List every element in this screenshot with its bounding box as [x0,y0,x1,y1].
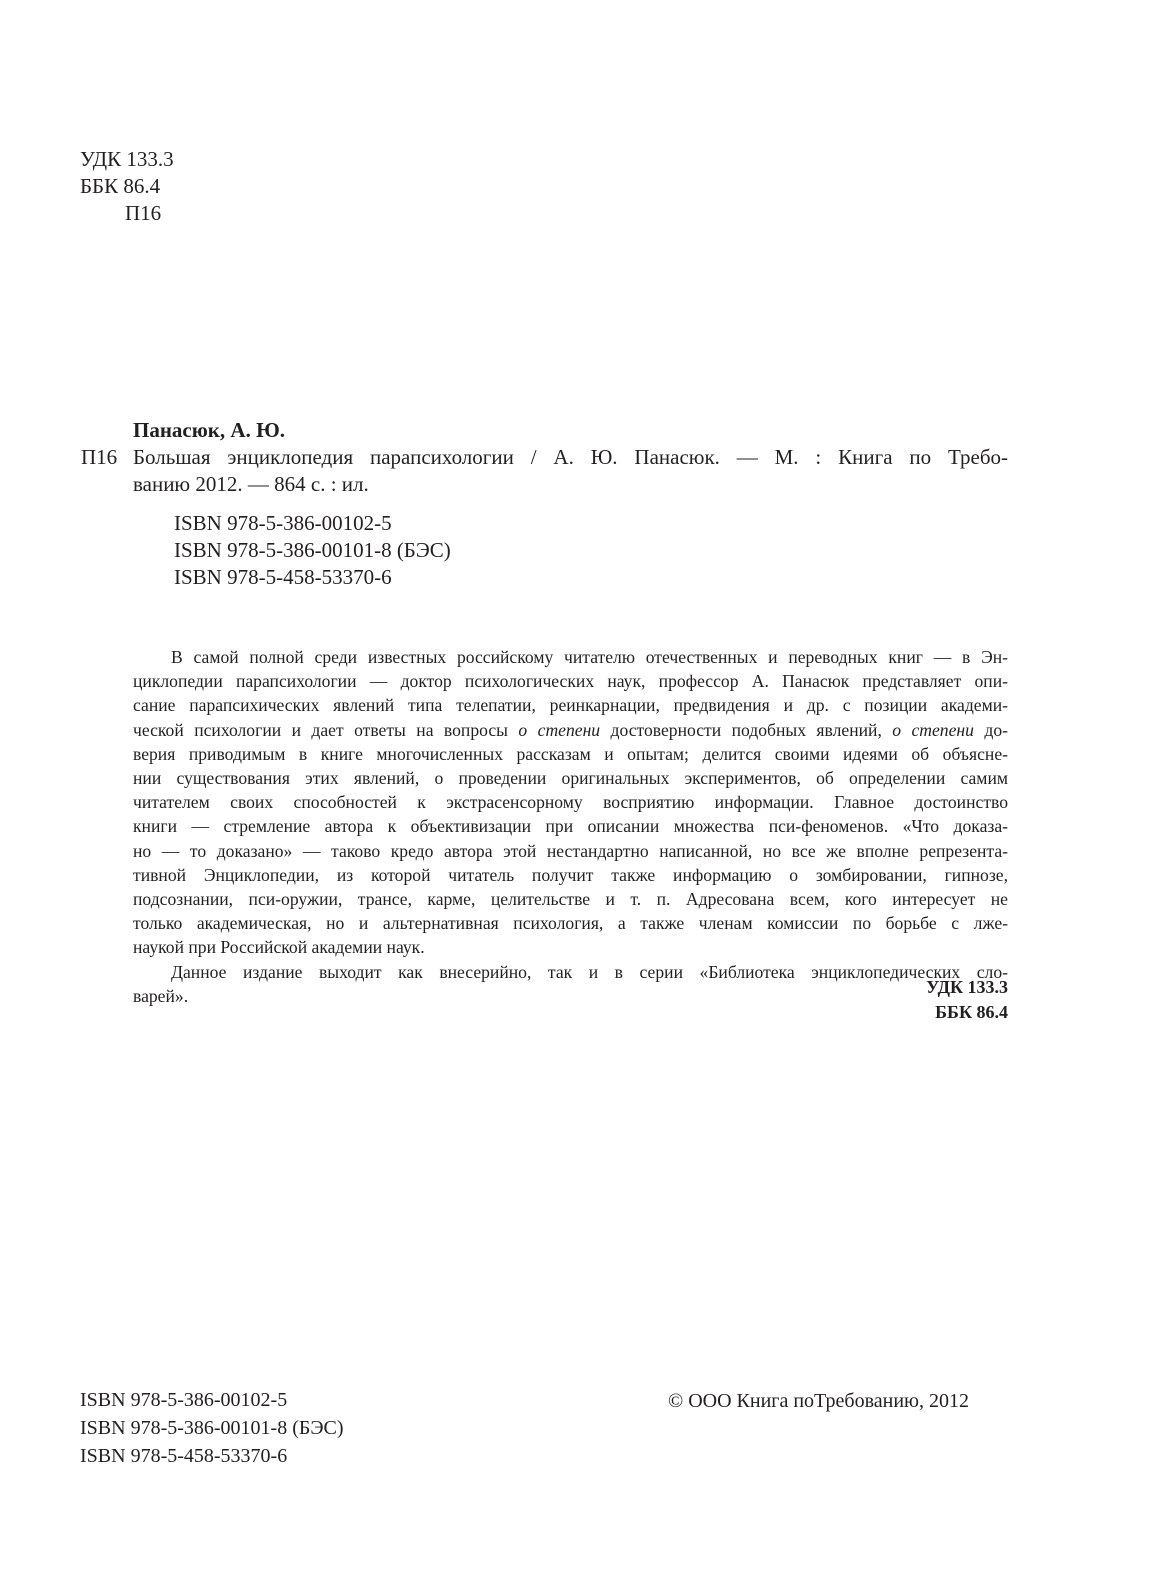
copyright-notice: © ООО Книга поТребованию, 2012 [668,1390,969,1412]
annotation-line: В самой полной среди известных российскому читателю отечественных и переводных книг — в Эн- [171,647,1008,667]
isbn-item: ISBN 978-5-386-00102-5 [174,511,392,535]
annotation-segment: до- [984,719,1008,740]
annotation-line: книги — стремление автора к объективизации при описании множества пси-феноменов. «Что доказа- [133,816,1008,837]
bbk-code-bold: ББК 86.4 [935,1002,1008,1022]
bibliographic-description [133,444,1008,498]
annotation-line: сание парапсихических явлений типа телепатии, реинкарнации, предвидения и др. с позиции академи- [133,695,1008,716]
bbk-code: ББК 86.4 [80,174,161,198]
annotation-line: верия приводимым в книге многочисленных рассказам и опытам; делится своими идеями об объясне- [133,743,1008,764]
biblio-line-1: Большая энциклопедия парапсихологии / А. Ю. Панасюк. — М. : Книга по Требо- [133,445,1008,469]
annotation [133,645,1008,1008]
annotation-segment: ческой психологии и дает ответы на вопросы [133,719,508,740]
isbn-item: ISBN 978-5-458-53370-6 [174,565,392,589]
isbn-item: ISBN 978-5-386-00102-5 [80,1389,288,1411]
classification-codes-bold [926,975,1008,1025]
isbn-list-bottom [80,1387,344,1471]
author-mark: П16 [125,201,162,225]
isbn-item: ISBN 978-5-386-00101-8 (БЭС) [174,538,451,562]
annotation-line: тивной Энциклопедии, из которой читатель получит также информацию о зомбировании, гипнозе, [133,864,1008,885]
biblio-line-2: ванию 2012. — 864 с. : ил. [133,472,369,496]
annotation-paragraph2-line: варей». [133,985,189,1006]
annotation-line: циклопедии парапсихологии — доктор психологических наук, профессор А. Панасюк представляет опи- [133,671,1008,692]
annotation-segment: достоверности подобных явлений, [610,719,882,740]
annotation-line: но — то доказано» — таково кредо автора этой нестандартно написанной, но все же вполне репрезента- [133,840,1008,861]
isbn-list [174,510,451,591]
annotation-line: наукой при Российской академии наук. [133,937,425,958]
catalog-author-mark: П16 [81,445,118,469]
annotation-paragraph2-line: Данное издание выходит как внесерийно, так и в серии «Библиотека энциклопедических сло- [171,961,1008,982]
annotation-italic: о степени [518,719,601,740]
author-name: Панасюк, А. Ю. [133,418,285,442]
isbn-item: ISBN 978-5-458-53370-6 [80,1445,288,1467]
annotation-line: нии существования этих явлений, о проведении оригинальных экспериментов, об определении самим [133,768,1008,789]
annotation-line: читателем своих способностей к экстрасенсорному восприятию информации. Главное достоинство [133,792,1008,813]
udk-code: УДК 133.3 [80,147,174,171]
library-codes [80,146,174,227]
annotation-line-mixed [133,718,1008,742]
isbn-item: ISBN 978-5-386-00101-8 (БЭС) [80,1417,344,1439]
annotation-italic: о степени [892,719,974,740]
annotation-line: только академическая, но и альтернативная психология, а также членам комиссии по борьбе с лже- [133,913,1008,934]
udk-code-bold: УДК 133.3 [926,977,1008,997]
annotation-line: подсознании, пси-оружии, трансе, карме, целительстве и т. п. Адресована всем, кого интересует не [133,889,1008,910]
